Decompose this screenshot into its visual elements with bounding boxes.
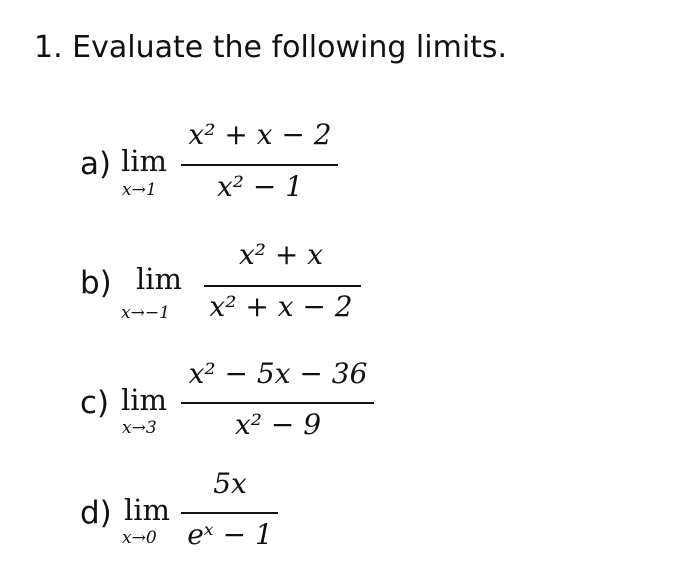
- question-number: 1.: [34, 30, 63, 65]
- fraction-numerator: 5x: [213, 467, 247, 500]
- fraction-denominator: eˣ − 1: [187, 518, 273, 551]
- limit-subscript: x→−1: [121, 303, 170, 323]
- limit-subscript: x→0: [122, 528, 157, 548]
- limit-subscript: x→3: [122, 418, 157, 438]
- problem-label: c): [80, 385, 110, 421]
- fraction-denominator: x² + x − 2: [209, 290, 353, 323]
- lim-operator: lim: [124, 493, 171, 527]
- question-heading: [34, 30, 507, 65]
- problem-label: b): [80, 265, 112, 301]
- problem-label: a): [80, 146, 112, 182]
- lim-operator: lim: [121, 383, 168, 417]
- fraction-numerator: x² + x − 2: [188, 118, 332, 151]
- fraction-bar: [204, 285, 361, 287]
- question-text: Evaluate the following limits.: [72, 30, 508, 65]
- lim-operator: lim: [121, 144, 168, 178]
- limit-subscript: x→1: [122, 180, 157, 200]
- fraction-bar: [181, 402, 374, 404]
- fraction-denominator: x² − 1: [216, 170, 304, 203]
- fraction-denominator: x² − 9: [234, 408, 322, 441]
- fraction-numerator: x² − 5x − 36: [188, 357, 368, 390]
- fraction-numerator: x² + x: [238, 238, 324, 271]
- fraction-bar: [181, 512, 278, 514]
- fraction-bar: [181, 164, 338, 166]
- lim-operator: lim: [136, 262, 183, 296]
- problem-label: d): [80, 495, 112, 531]
